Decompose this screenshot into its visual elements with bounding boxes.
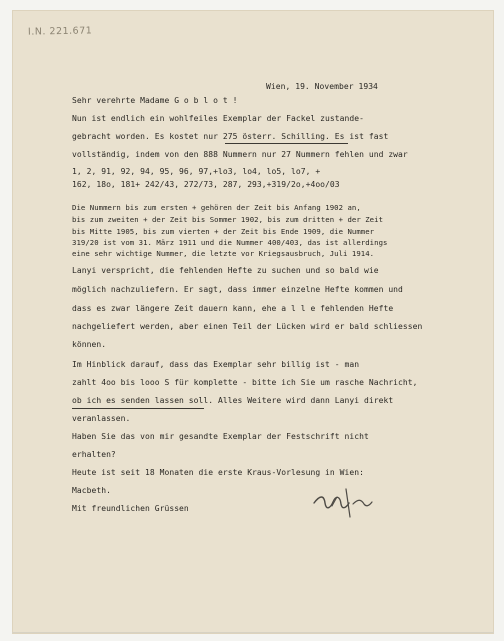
body-line: Im Hinblick darauf, dass das Exemplar sehr billig ist - man	[72, 360, 360, 369]
body-line: Nun ist endlich ein wohlfeiles Exemplar der Fackel zustande-	[72, 114, 364, 123]
body-line: nachgeliefert werden, aber einen Teil der Lücken wird er bald schliessen	[72, 322, 423, 331]
signature-icon	[310, 479, 382, 521]
body-line: Macbeth.	[72, 486, 111, 495]
body-line: bis zum zweiten + der Zeit bis Sommer 1902, bis zum dritten + der Zeit	[72, 215, 384, 224]
letter-salutation: Sehr verehrte Madame G o b l o t !	[72, 96, 238, 105]
body-line: zahlt 4oo bis looo S für komplette - bitte ich Sie um rasche Nachricht,	[72, 378, 418, 387]
price-underline	[225, 143, 348, 144]
letter-page	[12, 10, 494, 634]
scan-edge	[12, 632, 494, 633]
archive-mark: I.N. 221.671	[27, 25, 93, 38]
body-line: Mit freundlichen Grüssen	[72, 504, 189, 513]
sending-underline	[72, 408, 204, 409]
body-line: ob ich es senden lassen soll. Alles Weitere wird dann Lanyi direkt	[72, 396, 394, 405]
body-line: erhalten?	[72, 450, 116, 459]
body-line: Heute ist seit 18 Monaten die erste Kraus-Vorlesung in Wien:	[72, 468, 364, 477]
letter-date: Wien, 19. November 1934	[266, 82, 378, 91]
body-line: können.	[72, 340, 107, 349]
body-line: möglich nachzuliefern. Er sagt, dass immer einzelne Hefte kommen und	[72, 285, 403, 294]
body-line: 162, 18o, 181+ 242/43, 272/73, 287, 293,+319/2o,+4oo/03	[72, 180, 340, 189]
body-line: veranlassen.	[72, 414, 131, 423]
body-line: Lanyi verspricht, die fehlenden Hefte zu suchen und so bald wie	[72, 266, 379, 275]
body-line: 1, 2, 91, 92, 94, 95, 96, 97,+lo3, lo4, lo5, lo7, +	[72, 167, 321, 176]
body-line: vollständig, indem von den 888 Nummern nur 27 Nummern fehlen und zwar	[72, 150, 408, 159]
body-line: eine sehr wichtige Nummer, die letzte vor Kriegsausbruch, Juli 1914.	[72, 249, 375, 258]
body-line: dass es zwar längere Zeit dauern kann, ehe a l l e fehlenden Hefte	[72, 304, 394, 313]
body-line: Die Nummern bis zum ersten + gehören der Zeit bis Anfang 1902 an,	[72, 203, 361, 212]
body-line: gebracht worden. Es kostet nur 275 österr. Schilling. Es ist fast	[72, 132, 389, 141]
body-line: Haben Sie das von mir gesandte Exemplar der Festschrift nicht	[72, 432, 369, 441]
body-line: bis Mitte 1905, bis zum vierten + der Zeit bis Ende 1909, die Nummer	[72, 227, 375, 236]
body-line: 319/20 ist vom 31. März 1911 und die Nummer 400/403, das ist allerdings	[72, 238, 388, 247]
